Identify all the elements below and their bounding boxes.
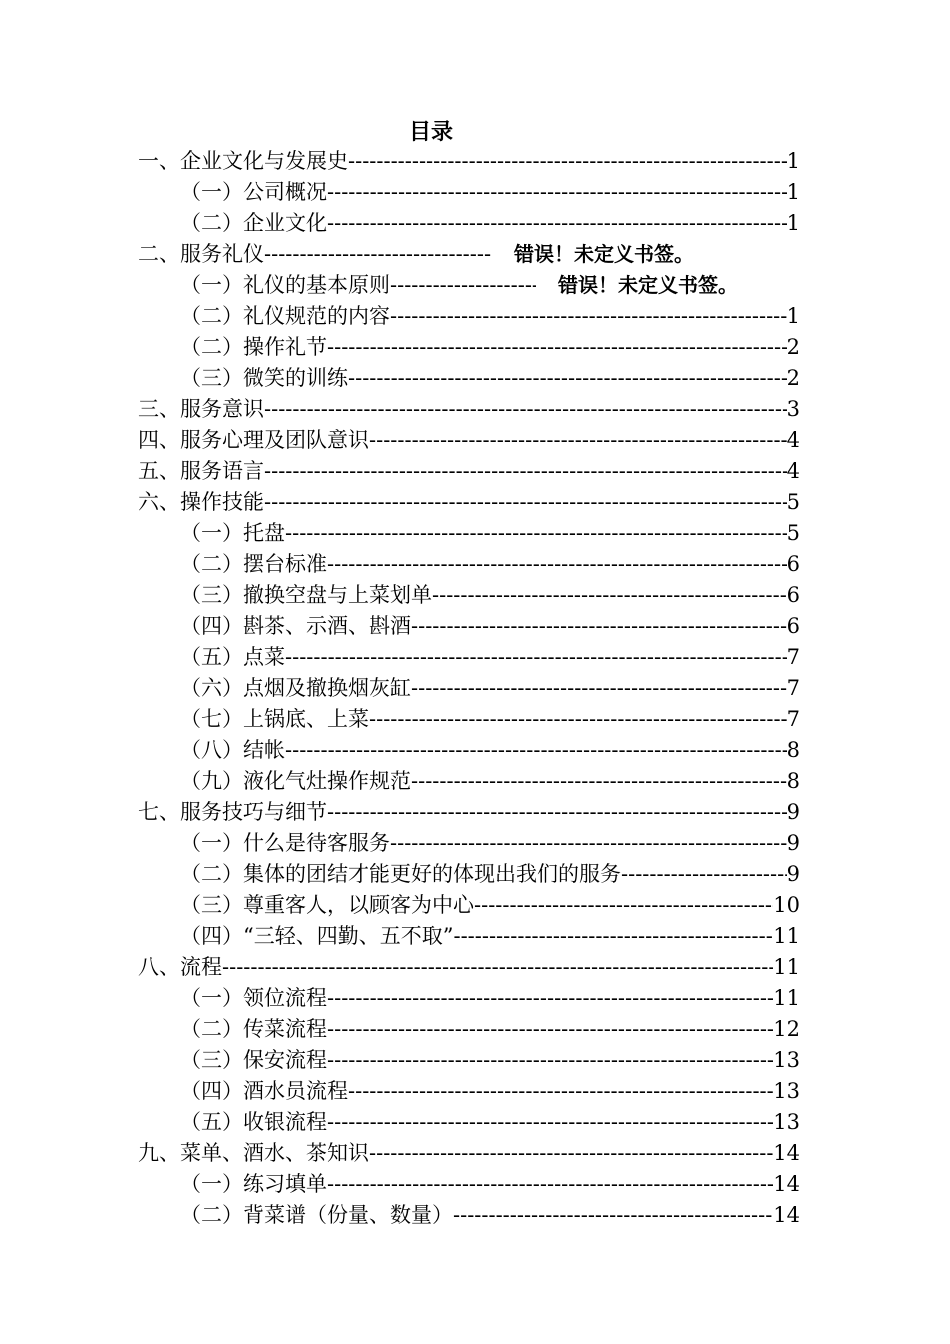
toc-entry-page: 5 (786, 490, 800, 514)
toc-entry-label: 六、操作技能 (138, 490, 264, 514)
toc-entry-page: 8 (786, 769, 800, 793)
toc-entry-label: 一、企业文化与发展史 (138, 149, 348, 173)
toc-entry[interactable] (138, 642, 800, 673)
toc-entry-label: （六）点烟及撤换烟灰缸 (180, 676, 411, 700)
toc-dot-leader (411, 611, 787, 642)
toc-dot-leader (369, 704, 787, 735)
toc-entry-label: （一）礼仪的基本原则 (180, 273, 390, 297)
toc-entry[interactable] (138, 1076, 800, 1107)
toc-entry[interactable] (138, 797, 800, 828)
toc-entry-page: 4 (786, 459, 800, 483)
toc-entry-label: （一）托盘 (180, 521, 285, 545)
toc-dot-leader (432, 580, 787, 611)
toc-entry-label: （四）“三轻、四勤、五不取” (180, 924, 454, 948)
toc-entry-page: 2 (786, 335, 800, 359)
toc-dot-leader (621, 859, 787, 890)
toc-dot-leader (327, 1014, 773, 1045)
toc-entry[interactable] (138, 518, 800, 549)
toc-entry-page: 5 (786, 521, 800, 545)
toc-entry[interactable] (138, 332, 800, 363)
toc-dot-leader (327, 208, 787, 239)
toc-entry-label: （三）保安流程 (180, 1048, 327, 1072)
toc-dot-leader (327, 797, 787, 828)
toc-entry[interactable] (138, 673, 800, 704)
toc-dot-leader (285, 642, 787, 673)
toc-dot-leader (411, 766, 787, 797)
toc-dot-leader (222, 952, 773, 983)
toc-entry-label: （八）结帐 (180, 738, 285, 762)
toc-dot-leader (264, 239, 492, 270)
toc-entry-label: （二）传菜流程 (180, 1017, 327, 1041)
toc-dot-leader (327, 1107, 773, 1138)
toc-dot-leader (327, 177, 787, 208)
toc-entry[interactable] (138, 1107, 800, 1138)
toc-entry-label: （二）企业文化 (180, 211, 327, 235)
toc-entry[interactable] (138, 1169, 800, 1200)
toc-dot-leader (474, 890, 773, 921)
toc-entry-label: （七）上锅底、上菜 (180, 707, 369, 731)
toc-entry-label: 三、服务意识 (138, 397, 264, 421)
toc-entry[interactable] (138, 828, 800, 859)
toc-entry-page: 6 (786, 552, 800, 576)
toc-entry-page: 错误！未定义书签。 (558, 273, 738, 297)
toc-entry-page: 6 (786, 614, 800, 638)
toc-dot-leader (327, 549, 787, 580)
toc-dot-leader (390, 270, 536, 301)
toc-entry-page: 8 (786, 738, 800, 762)
toc-entry-label: （一）练习填单 (180, 1172, 327, 1196)
toc-dot-leader (327, 1045, 773, 1076)
toc-entry[interactable] (138, 549, 800, 580)
toc-entry-page: 1 (786, 211, 800, 235)
toc-entry-page: 13 (773, 1110, 800, 1134)
toc-entry[interactable] (138, 735, 800, 766)
toc-dot-leader (285, 518, 787, 549)
toc-entry[interactable] (138, 208, 800, 239)
toc-entry[interactable] (138, 1138, 800, 1169)
toc-entry-page: 12 (773, 1017, 800, 1041)
toc-entry[interactable] (138, 239, 800, 270)
toc-dot-leader (264, 487, 787, 518)
toc-entry[interactable] (138, 859, 800, 890)
toc-entry-page: 3 (786, 397, 800, 421)
toc-entry[interactable] (138, 487, 800, 518)
toc-entry-label: （一）什么是待客服务 (180, 831, 390, 855)
toc-entry-label: 五、服务语言 (138, 459, 264, 483)
toc-entry[interactable] (138, 363, 800, 394)
toc-entry[interactable] (138, 766, 800, 797)
toc-entry-page: 10 (773, 893, 800, 917)
toc-entry[interactable] (138, 425, 800, 456)
toc-entry-label: （三）撤换空盘与上菜划单 (180, 583, 432, 607)
toc-title: 目录 (408, 119, 453, 145)
toc-entry-page: 错误！未定义书签。 (514, 242, 694, 266)
toc-entry-label: （五）收银流程 (180, 1110, 327, 1134)
toc-entry-page: 9 (786, 800, 800, 824)
toc-entry[interactable] (138, 921, 800, 952)
toc-dot-leader (411, 673, 787, 704)
toc-entry[interactable] (138, 704, 800, 735)
toc-entry-label: （一）公司概况 (180, 180, 327, 204)
toc-entry-label: （四）酒水员流程 (180, 1079, 348, 1103)
toc-entry-page: 13 (773, 1079, 800, 1103)
toc-entry-page: 14 (773, 1172, 800, 1196)
toc-entry[interactable] (138, 580, 800, 611)
table-of-contents (138, 146, 800, 1231)
toc-entry-label: （一）领位流程 (180, 986, 327, 1010)
toc-entry-label: 二、服务礼仪 (138, 242, 264, 266)
toc-entry-page: 11 (773, 955, 800, 979)
toc-entry-page: 6 (786, 583, 800, 607)
toc-dot-leader (327, 983, 773, 1014)
toc-entry-label: （二）背菜谱（份量、数量） (180, 1203, 453, 1227)
toc-entry[interactable] (138, 146, 800, 177)
toc-entry-page: 1 (786, 149, 800, 173)
toc-entry[interactable] (138, 394, 800, 425)
toc-entry-label: 七、服务技巧与细节 (138, 800, 327, 824)
toc-entry-label: （五）点菜 (180, 645, 285, 669)
toc-entry[interactable] (138, 1200, 800, 1231)
toc-entry-label: 八、流程 (138, 955, 222, 979)
toc-entry-label: （二）礼仪规范的内容 (180, 304, 390, 328)
toc-entry[interactable] (138, 177, 800, 208)
toc-entry[interactable] (138, 890, 800, 921)
toc-entry[interactable] (138, 1014, 800, 1045)
toc-entry-label: （九）液化气灶操作规范 (180, 769, 411, 793)
toc-entry-label: （二）集体的团结才能更好的体现出我们的服务 (180, 862, 621, 886)
toc-entry-label: （三）微笑的训练 (180, 366, 348, 390)
toc-dot-leader (348, 146, 787, 177)
toc-entry[interactable] (138, 983, 800, 1014)
toc-dot-leader (327, 332, 787, 363)
toc-dot-leader (453, 1200, 773, 1231)
toc-dot-leader (285, 735, 787, 766)
toc-entry[interactable] (138, 611, 800, 642)
toc-entry[interactable] (138, 1045, 800, 1076)
toc-entry-page: 4 (786, 428, 800, 452)
toc-dot-leader (390, 828, 787, 859)
toc-entry-page: 7 (786, 645, 800, 669)
toc-entry-page: 7 (786, 707, 800, 731)
toc-entry-label: 九、菜单、酒水、茶知识 (138, 1141, 369, 1165)
toc-dot-leader (264, 394, 787, 425)
toc-dot-leader (369, 425, 787, 456)
toc-dot-leader (390, 301, 787, 332)
toc-entry-page: 9 (786, 831, 800, 855)
toc-entry[interactable] (138, 456, 800, 487)
toc-entry-page: 11 (773, 924, 800, 948)
toc-dot-leader (327, 1169, 773, 1200)
toc-dot-leader (453, 921, 773, 952)
toc-entry-page: 1 (786, 180, 800, 204)
toc-entry-page: 11 (773, 986, 800, 1010)
toc-entry[interactable] (138, 301, 800, 332)
toc-dot-leader (348, 1076, 773, 1107)
toc-entry-label: （二）操作礼节 (180, 335, 327, 359)
toc-entry-label: （三）尊重客人，以顾客为中心 (180, 893, 474, 917)
toc-dot-leader (348, 363, 787, 394)
toc-entry-page: 9 (786, 862, 800, 886)
toc-entry-page: 2 (786, 366, 800, 390)
toc-entry[interactable] (138, 952, 800, 983)
toc-entry-page: 1 (786, 304, 800, 328)
toc-dot-leader (369, 1138, 773, 1169)
toc-entry[interactable] (138, 270, 800, 301)
toc-entry-label: 四、服务心理及团队意识 (138, 428, 369, 452)
toc-dot-leader (264, 456, 787, 487)
toc-entry-page: 13 (773, 1048, 800, 1072)
toc-entry-label: （二）摆台标准 (180, 552, 327, 576)
toc-entry-page: 14 (773, 1203, 800, 1227)
toc-entry-label: （四）斟茶、示酒、斟酒 (180, 614, 411, 638)
toc-entry-page: 7 (786, 676, 800, 700)
toc-entry-page: 14 (773, 1141, 800, 1165)
